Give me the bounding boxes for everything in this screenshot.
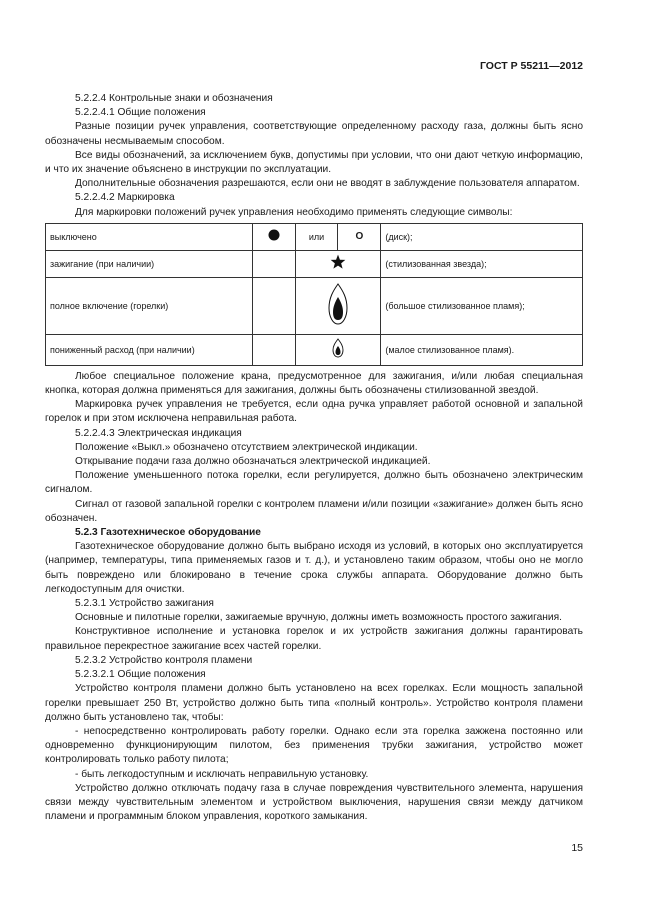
empty-cell	[252, 334, 295, 365]
list-item: - быть легкодоступным и исключать неправильную установку.	[75, 768, 369, 780]
symbol-description: (стилизованная звезда);	[381, 250, 583, 277]
paragraph: Любое специальное положение крана, предусмотренное для зажигания, и/или любая специальная кнопка, которая должна применяться для зажигания, должны быть обозначены стилизованной звездой.	[45, 370, 583, 397]
alt-symbol: О	[338, 223, 381, 250]
or-label: или	[295, 223, 338, 250]
symbol-cell	[252, 223, 295, 250]
section-heading: 5.2.2.4 Контрольные знаки и обозначения	[75, 93, 273, 104]
symbol-description: (малое стилизованное пламя).	[381, 334, 583, 365]
section-heading: 5.2.3 Газотехническое оборудование	[75, 527, 261, 539]
paragraph: Положение уменьшенного потока горелки, если регулируется, должно быть обозначено электрическим сигналом.	[45, 470, 583, 496]
subsection-heading: 5.2.3.2.1 Общие положения	[75, 669, 206, 681]
symbol-cell	[295, 334, 381, 365]
position-label: зажигание (при наличии)	[46, 250, 253, 277]
paragraph: Все виды обозначений, за исключением букв, допустимы при условии, что они дают четкую информацию, и что их значение объяснено в инструкции по эксплуатации.	[45, 149, 583, 176]
paragraph: Открывание подачи газа должно обозначаться электрической индикацией.	[75, 456, 431, 468]
document-body	[45, 92, 583, 824]
subsection-heading: 5.2.3.1 Устройство зажигания	[75, 598, 214, 610]
symbol-description: (большое стилизованное пламя);	[381, 277, 583, 334]
paragraph: Дополнительные обозначения разрешаются, если они не вводят в заблуждение пользователя аппаратом.	[75, 178, 580, 190]
position-label: выключено	[46, 223, 253, 250]
subsection-heading: 5.2.2.4.2 Маркировка	[75, 192, 175, 204]
position-label: пониженный расход (при наличии)	[46, 334, 253, 365]
paragraph: Положение «Выкл.» обозначено отсутствием электрической индикации.	[75, 441, 418, 453]
large-flame-icon	[327, 282, 349, 326]
list-item: - непосредственно контролировать работу горелки. Однако если эта горелка зажжена постоянно или одновременно функционирующим пилотом, без применения трубки зажигания, устройство может контролировать только работу пилота;	[45, 725, 583, 766]
small-flame-icon	[332, 338, 344, 358]
page-number: 15	[571, 842, 583, 854]
table-row	[46, 250, 583, 277]
paragraph: Устройство должно отключать подачу газа в случае повреждения чувствительного элемента, нарушения связи между чувствительным элементом и устройством выключения, нарушения связи между датчиком пламени и программным блоком управления, короткого замыкания.	[45, 782, 583, 823]
symbol-table	[45, 223, 583, 366]
paragraph: Конструктивное исполнение и установка горелок и их устройств зажигания должны гарантировать правильное перекрестное зажигание всех частей горелки.	[45, 626, 583, 652]
symbol-description: (диск);	[381, 223, 583, 250]
empty-cell	[252, 250, 295, 277]
paragraph: Разные позиции ручек управления, соответствующие определенному расходу газа, должны быть ясно обозначены несмываемым способом.	[45, 121, 583, 147]
subsection-heading: 5.2.3.2 Устройство контроля пламени	[75, 654, 253, 666]
subsection-heading: 5.2.2.4.3 Электрическая индикация	[75, 427, 242, 439]
position-label: полное включение (горелки)	[46, 277, 253, 334]
symbol-cell	[295, 277, 381, 334]
table-row	[46, 277, 583, 334]
symbol-cell	[295, 250, 381, 277]
table-row	[46, 223, 583, 250]
star-icon	[330, 254, 346, 270]
table-row	[46, 334, 583, 365]
paragraph: Сигнал от газовой запальной горелки с контролем пламени и/или позиции «зажигание» должен быть ясно обозначен.	[45, 498, 583, 524]
empty-cell	[252, 277, 295, 334]
paragraph: Устройство контроля пламени должно быть установлено на всех горелках. Если мощность запальной горелки превышает 250 Вт, устройство должно быть типа «полный контроль». Устройство контроля пламени должно быть установлено так, чтобы:	[45, 683, 583, 723]
paragraph: Основные и пилотные горелки, зажигаемые вручную, должны иметь возможность простого зажигания.	[75, 612, 562, 624]
subsection-heading: 5.2.2.4.1 Общие положения	[75, 107, 206, 119]
paragraph: Маркировка ручек управления не требуется, если одна ручка управляет работой основной и запальной горелок и при этом исключена неправильная работа.	[45, 399, 583, 425]
paragraph: Для маркировки положений ручек управления необходимо применять следующие символы:	[75, 206, 513, 218]
paragraph: Газотехническое оборудование должно быть выбрано исходя из условий, в которых оно эксплуатируется (например, температуры, типа применяемых газов и т. д.), и установлено таким образом, чтобы оно не могло быть повреждено или блокировано в течение срока службы аппарата. Оборудование должно быть легкодоступным для очистки.	[45, 541, 583, 595]
document-code: ГОСТ Р 55211—2012	[479, 60, 583, 72]
filled-disc-icon	[267, 228, 281, 242]
